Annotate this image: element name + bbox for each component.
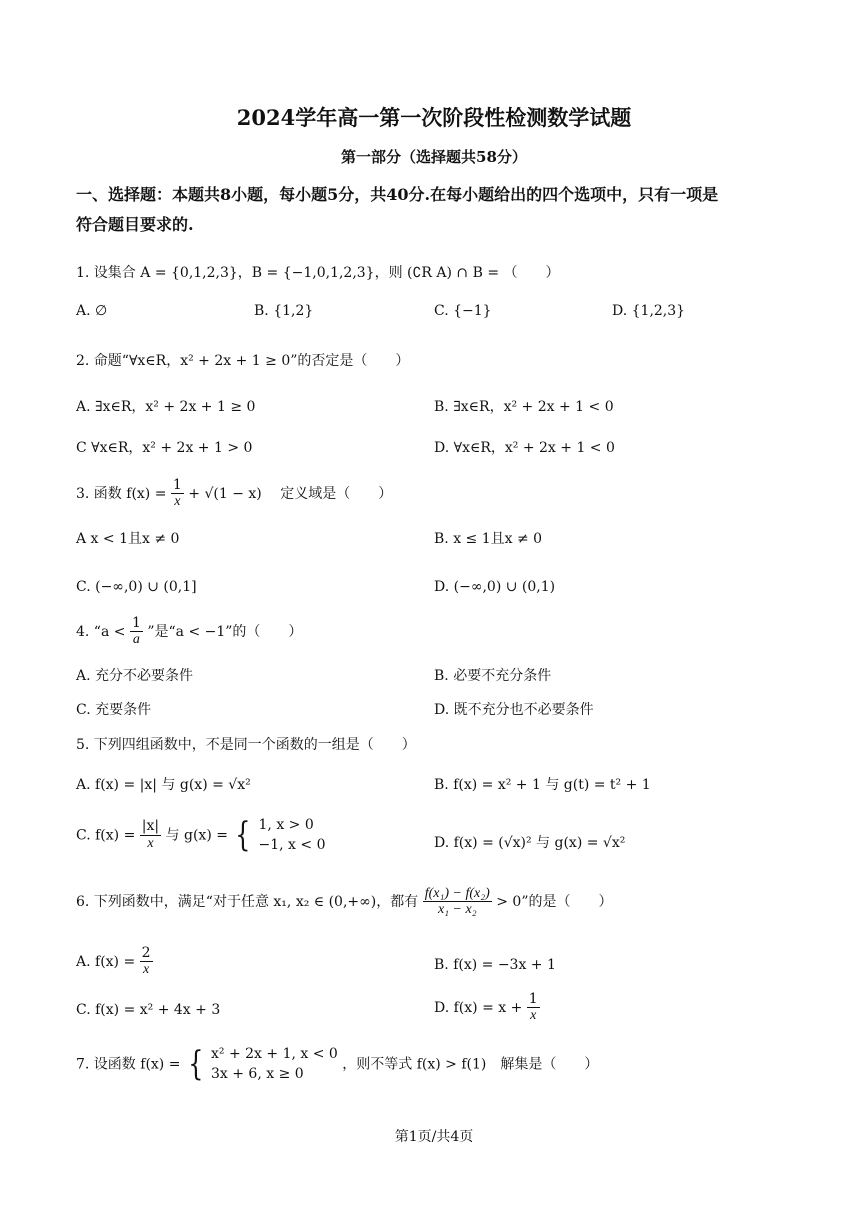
- section-instructions-line1: 一、选择题：本题共8小题，每小题5分，共40分.在每小题给出的四个选项中，只有一项是: [76, 185, 719, 204]
- question-6-stem: [76, 886, 612, 918]
- question-4-stem-suffix: ”是“a < −1”的（ ）: [147, 623, 303, 640]
- question-7-stem: [76, 1044, 598, 1085]
- question-6-option-d-numerator: 1: [528, 991, 538, 1007]
- question-6-option-d-prefix: D. f(x) = x +: [434, 999, 523, 1016]
- question-5-option-c-case-1: 1, x > 0: [258, 817, 314, 833]
- question-5-option-c-numerator: |x|: [141, 818, 160, 835]
- question-6-option-a-numerator: 2: [141, 945, 151, 961]
- question-3-fraction-numerator: 1: [172, 477, 182, 493]
- question-3-stem-prefix: 3. 函数 f(x) =: [76, 485, 167, 502]
- question-4-option-b: B. 必要不充分条件: [434, 668, 552, 684]
- question-5-option-d: D. f(x) = (√x)² 与 g(x) = √x²: [434, 835, 626, 851]
- question-6-option-c: C. f(x) = x² + 4x + 3: [76, 1002, 221, 1018]
- question-1-stem: 1. 设集合 A = {0,1,2,3}，B = {−1,0,1,2,3}，则 (∁R A) ∩ B = （ ）: [76, 265, 560, 281]
- page-footer: 第1页/共4页: [394, 1129, 474, 1145]
- page-title: 2024学年高一第一次阶段性检测数学试题: [236, 105, 632, 130]
- question-2-option-b: B. ∃x∈R，x² + 2x + 1 < 0: [434, 399, 614, 415]
- question-2-option-d: D. ∀x∈R，x² + 2x + 1 < 0: [434, 440, 615, 456]
- question-7-case-1: x² + 2x + 1, x < 0: [211, 1046, 338, 1062]
- question-5-option-a: A. f(x) = |x| 与 g(x) = √x²: [76, 777, 251, 793]
- question-5-option-c-case-2: −1, x < 0: [258, 837, 326, 854]
- question-6-stem-prefix: 6. 下列函数中，满足“对于任意 x₁, x₂ ∈ (0,+∞)，都有: [76, 893, 419, 910]
- question-4-stem-prefix: 4. “a <: [76, 623, 126, 640]
- question-6-option-d-fraction: [527, 992, 540, 1024]
- question-2-stem: 2. 命题“∀x∈R，x² + 2x + 1 ≥ 0”的否定是（ ）: [76, 353, 410, 369]
- question-5-option-c-prefix: C. f(x) =: [76, 827, 136, 844]
- question-5-option-c-fraction: [140, 819, 161, 851]
- question-3-option-c: C. (−∞,0) ∪ (0,1]: [76, 579, 197, 595]
- question-6-option-a-fraction: [140, 946, 153, 978]
- question-4-fraction-numerator: 1: [131, 615, 141, 631]
- question-6-fraction: [423, 886, 492, 918]
- question-1-option-d: D. {1,2,3}: [612, 303, 686, 319]
- section-instructions-line2: 符合题目要求的.: [76, 215, 194, 234]
- section-subtitle: 第一部分（选择题共58分）: [341, 148, 527, 166]
- question-3-stem: [76, 478, 392, 510]
- question-7-piecewise: [211, 1044, 338, 1085]
- question-6-fraction-numerator: f(x₁) − f(x₂): [424, 886, 490, 901]
- left-brace-icon: {: [235, 815, 251, 856]
- question-2-option-c: C ∀x∈R，x² + 2x + 1 > 0: [76, 440, 253, 456]
- question-3-option-b: B. x ≤ 1且x ≠ 0: [434, 531, 543, 547]
- question-6-option-b: B. f(x) = −3x + 1: [434, 957, 556, 973]
- question-5-stem: 5. 下列四组函数中，不是同一个函数的一组是（ ）: [76, 737, 416, 753]
- question-1-option-a: A. ∅: [76, 303, 108, 319]
- question-6-fraction-denominator: x₁ − x₂: [437, 902, 477, 918]
- question-5-option-c: [76, 815, 326, 856]
- question-5-option-c-mid: 与 g(x) =: [165, 827, 228, 844]
- question-1-option-b: B. {1,2}: [254, 303, 314, 319]
- question-3-option-a: A x < 1且x ≠ 0: [76, 531, 180, 547]
- question-6-option-a: [76, 946, 153, 978]
- question-3-fraction: [171, 478, 184, 510]
- left-brace-icon: {: [188, 1044, 204, 1085]
- question-4-fraction-denominator: a: [132, 632, 140, 648]
- question-4-option-d: D. 既不充分也不必要条件: [434, 702, 594, 718]
- question-6-option-a-prefix: A. f(x) =: [76, 953, 136, 970]
- question-2-option-a: A. ∃x∈R，x² + 2x + 1 ≥ 0: [76, 399, 256, 415]
- question-7-stem-suffix: ，则不等式 f(x) > f(1) 解集是（ ）: [342, 1056, 599, 1073]
- question-3-fraction-denominator: x: [174, 494, 181, 510]
- question-5-option-b: B. f(x) = x² + 1 与 g(t) = t² + 1: [434, 777, 651, 793]
- question-6-option-d: [434, 992, 540, 1024]
- question-5-option-c-piecewise: [259, 815, 326, 856]
- question-6-option-a-denominator: x: [143, 962, 150, 978]
- question-4-option-a: A. 充分不必要条件: [76, 668, 194, 684]
- question-5-option-c-denominator: x: [147, 835, 154, 851]
- question-3-option-d: D. (−∞,0) ∪ (0,1): [434, 579, 556, 595]
- question-4-stem: [76, 616, 302, 648]
- question-4-option-c: C. 充要条件: [76, 702, 152, 718]
- question-3-stem-suffix: + √(1 − x) 定义域是（ ）: [188, 485, 393, 502]
- question-6-stem-suffix: > 0”的是（ ）: [496, 893, 613, 910]
- question-7-case-2: 3x + 6, x ≥ 0: [211, 1066, 304, 1083]
- question-4-fraction: [130, 616, 143, 648]
- question-7-stem-prefix: 7. 设函数 f(x) =: [76, 1056, 181, 1073]
- question-1-option-c: C. {−1}: [434, 303, 492, 319]
- question-6-option-d-denominator: x: [530, 1008, 537, 1024]
